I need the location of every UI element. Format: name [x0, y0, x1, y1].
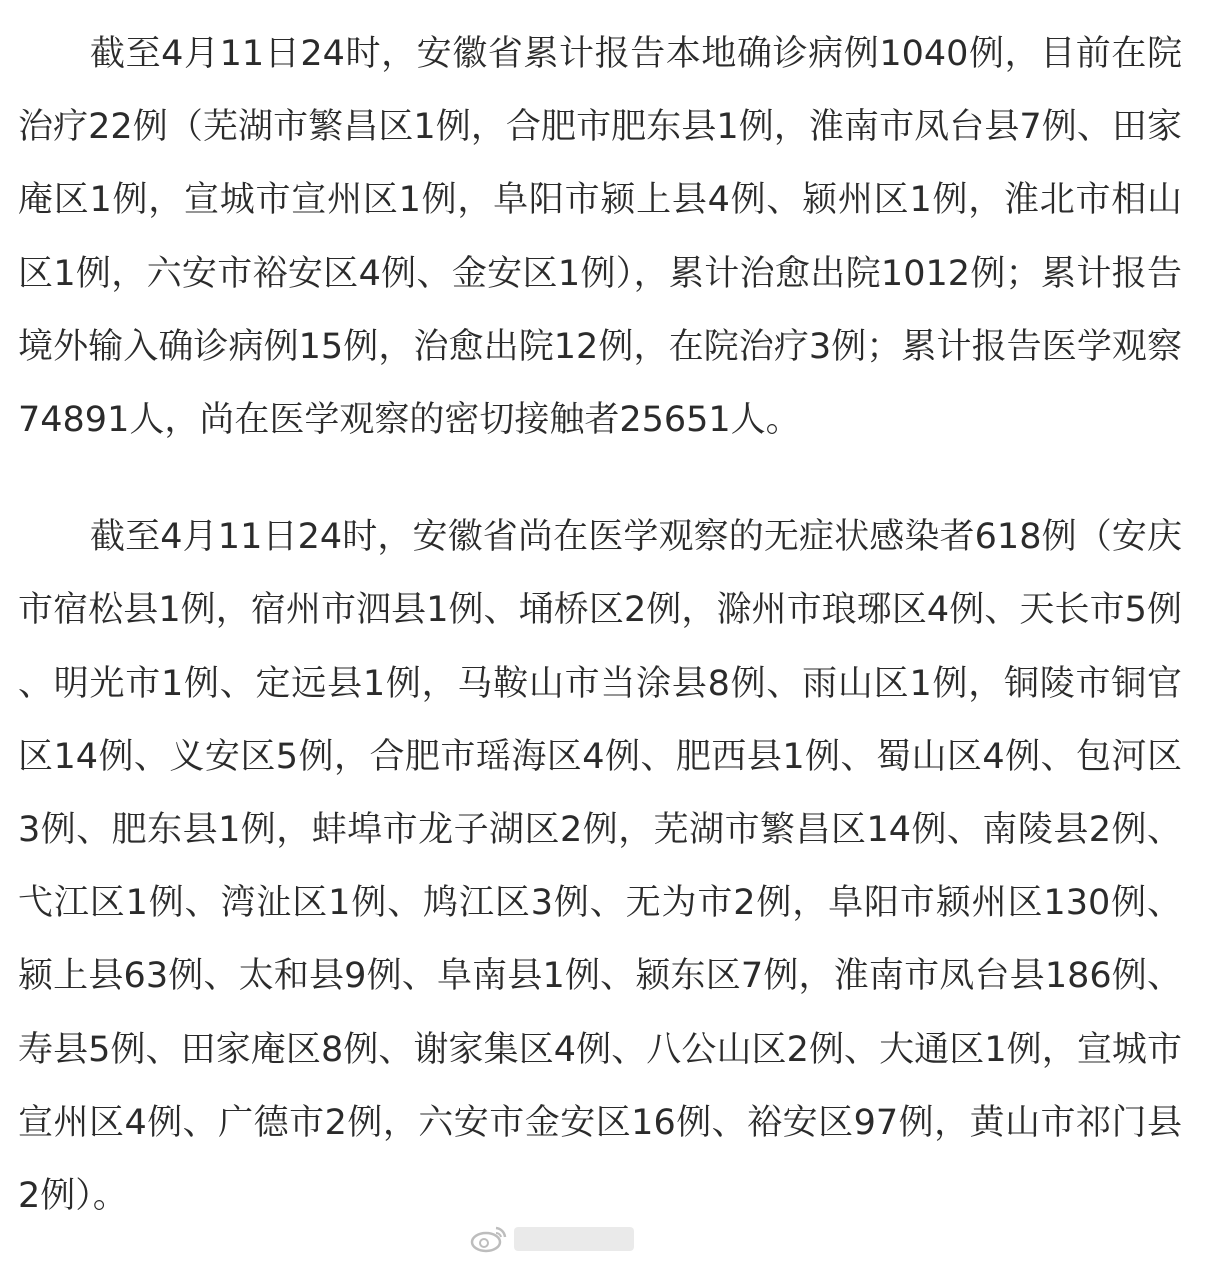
paragraph-asymptomatic-cases: 截至4月11日24时，安徽省尚在医学观察的无症状感染者618例（安庆市宿松县1例，宿州市泗县1例、埇桥区2例，滁州市琅琊区4例、天长市5例、明光市1例、定远县1例，马鞍山市当涂县8例、雨山区1例，铜陵市铜官区14例、义安区5例，合肥市瑶海区4例、肥西县1例、蜀山区4例、包河区3例、肥东县1例，蚌埠市龙子湖区2例，芜湖市繁昌区14例、南陵县2例、弋江区1例、湾沚区1例、鸠江区3例、无为市2例，阜阳市颍州区130例、颍上县63例、太和县9例、阜南县1例、颍东区7例，淮南市凤台县186例、寿县5例、田家庵区8例、谢家集区4例、八公山区2例、大通区1例，宣城市宣州区4例、广德市2例，六安市金安区16例、裕安区97例，黄山市祁门县2例）。 — [18, 517, 1182, 1217]
article-body — [18, 18, 1182, 1233]
paragraph-confirmed-cases: 截至4月11日24时，安徽省累计报告本地确诊病例1040例，目前在院治疗22例（芜湖市繁昌区1例，合肥市肥东县1例，淮南市凤台县7例、田家庵区1例，宣城市宣州区1例，阜阳市颍上县4例、颍州区1例，淮北市相山区1例，六安市裕安区4例、金安区1例），累计治愈出院1012例；累计报告境外输入确诊病例15例，治愈出院12例，在院治疗3例；累计报告医学观察74891人，尚在医学观察的密切接触者25651人。 — [18, 34, 1182, 441]
